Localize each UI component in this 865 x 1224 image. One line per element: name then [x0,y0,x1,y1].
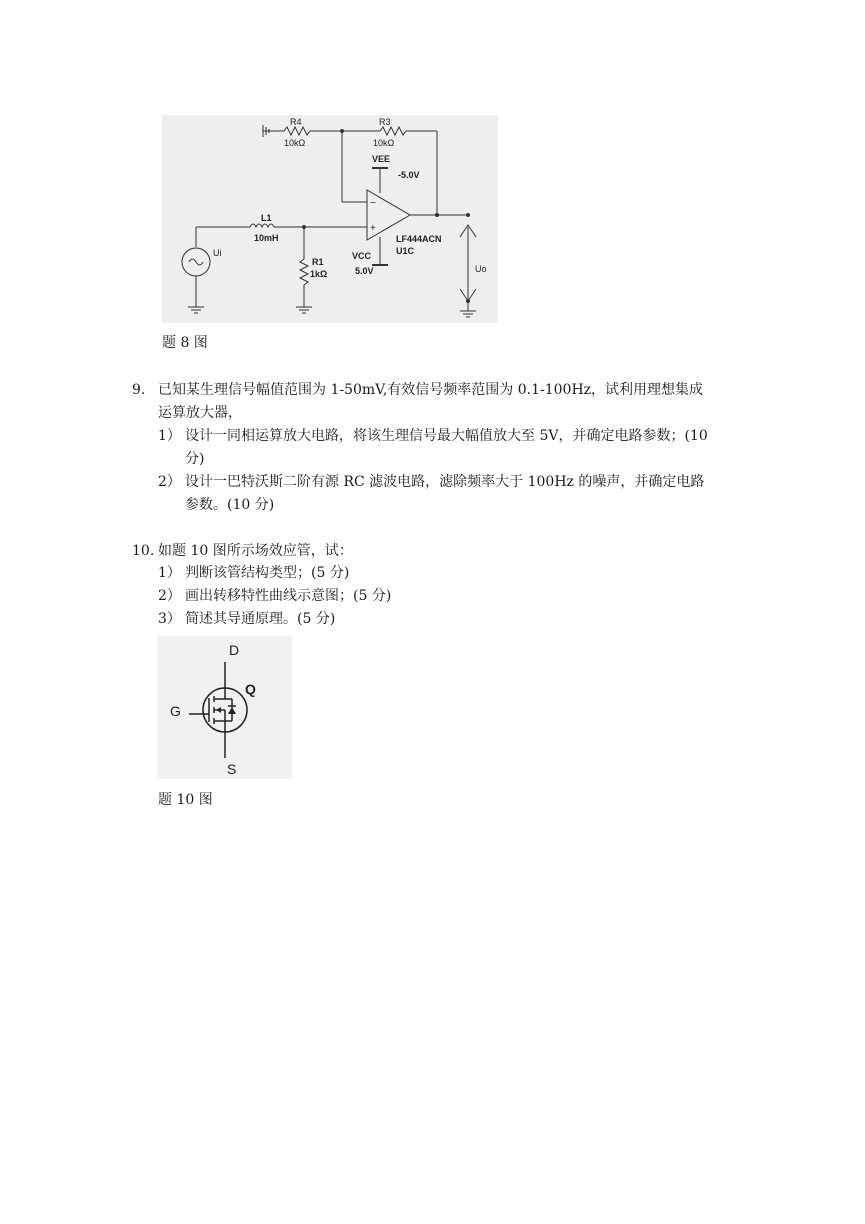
question-10-item-3-num: 3） [158,611,181,627]
plus-sign: + [370,223,376,234]
question-9-item-2-line2: 参数。(10 分) [185,497,275,513]
uo-label: Uo [475,264,487,274]
q-label: Q [245,681,256,697]
r4-name: R4 [290,117,302,127]
source-label: S [227,761,237,777]
r4-value: 10kΩ [284,138,306,148]
question-9-item-1-num: 1） [158,428,181,444]
question-9-item-1-line2: 分) [185,451,205,467]
question-10-number: 10. [132,543,155,559]
question-9-item-2-line1: 设计一巴特沃斯二阶有源 RC 滤波电路，滤除频率大于 100Hz 的噪声，并确定电路 [185,474,705,490]
ui-label: Ui [213,248,222,258]
figure-8-circuit [162,115,498,323]
question-9-item-2-num: 2） [158,474,181,490]
opamp-part: LF444ACN [396,234,442,244]
question-10-item-3-text: 简述其导通原理。(5 分) [185,611,336,627]
figure-8-caption: 题 8 图 [162,335,208,351]
minus-sign: − [370,198,376,209]
circuit-diagram [162,115,498,323]
vcc-value: 5.0V [355,266,374,276]
question-10-item-1-text: 判断该管结构类型；(5 分) [185,565,350,581]
question-9-stem-line2: 运算放大器， [158,405,242,421]
figure-10-caption: 题 10 图 [158,792,213,808]
question-9-stem-line1: 已知某生理信号幅值范围为 1-50mV,有效信号频率范围为 0.1-100Hz，试利用理想集成 [158,382,704,398]
r3-name: R3 [379,117,391,127]
l1-name: L1 [261,213,272,223]
figure-10-mosfet [157,636,292,779]
question-10-item-1-num: 1） [158,565,181,581]
vee-name: VEE [372,154,391,164]
question-10-item-2-num: 2） [158,588,181,604]
drain-label: D [229,642,240,658]
r3-value: 10kΩ [373,138,395,148]
question-10-item-2-text: 画出转移特性曲线示意图；(5 分) [185,588,392,604]
question-10-stem: 如题 10 图所示场效应管，试： [158,543,353,559]
question-9-number: 9. [132,382,146,398]
opamp-ref: U1C [396,246,415,256]
vcc-name: VCC [352,251,372,261]
vee-value: -5.0V [398,170,420,180]
r1-name: R1 [312,257,324,267]
mosfet-symbol-icon [157,636,292,779]
question-9-item-1-line1: 设计一同相运算放大电路，将该生理信号最大幅值放大至 5V，并确定电路参数；(10 [185,428,708,444]
l1-value: 10mH [254,233,279,243]
gate-label: G [170,703,181,719]
r1-value: 1kΩ [310,269,328,279]
